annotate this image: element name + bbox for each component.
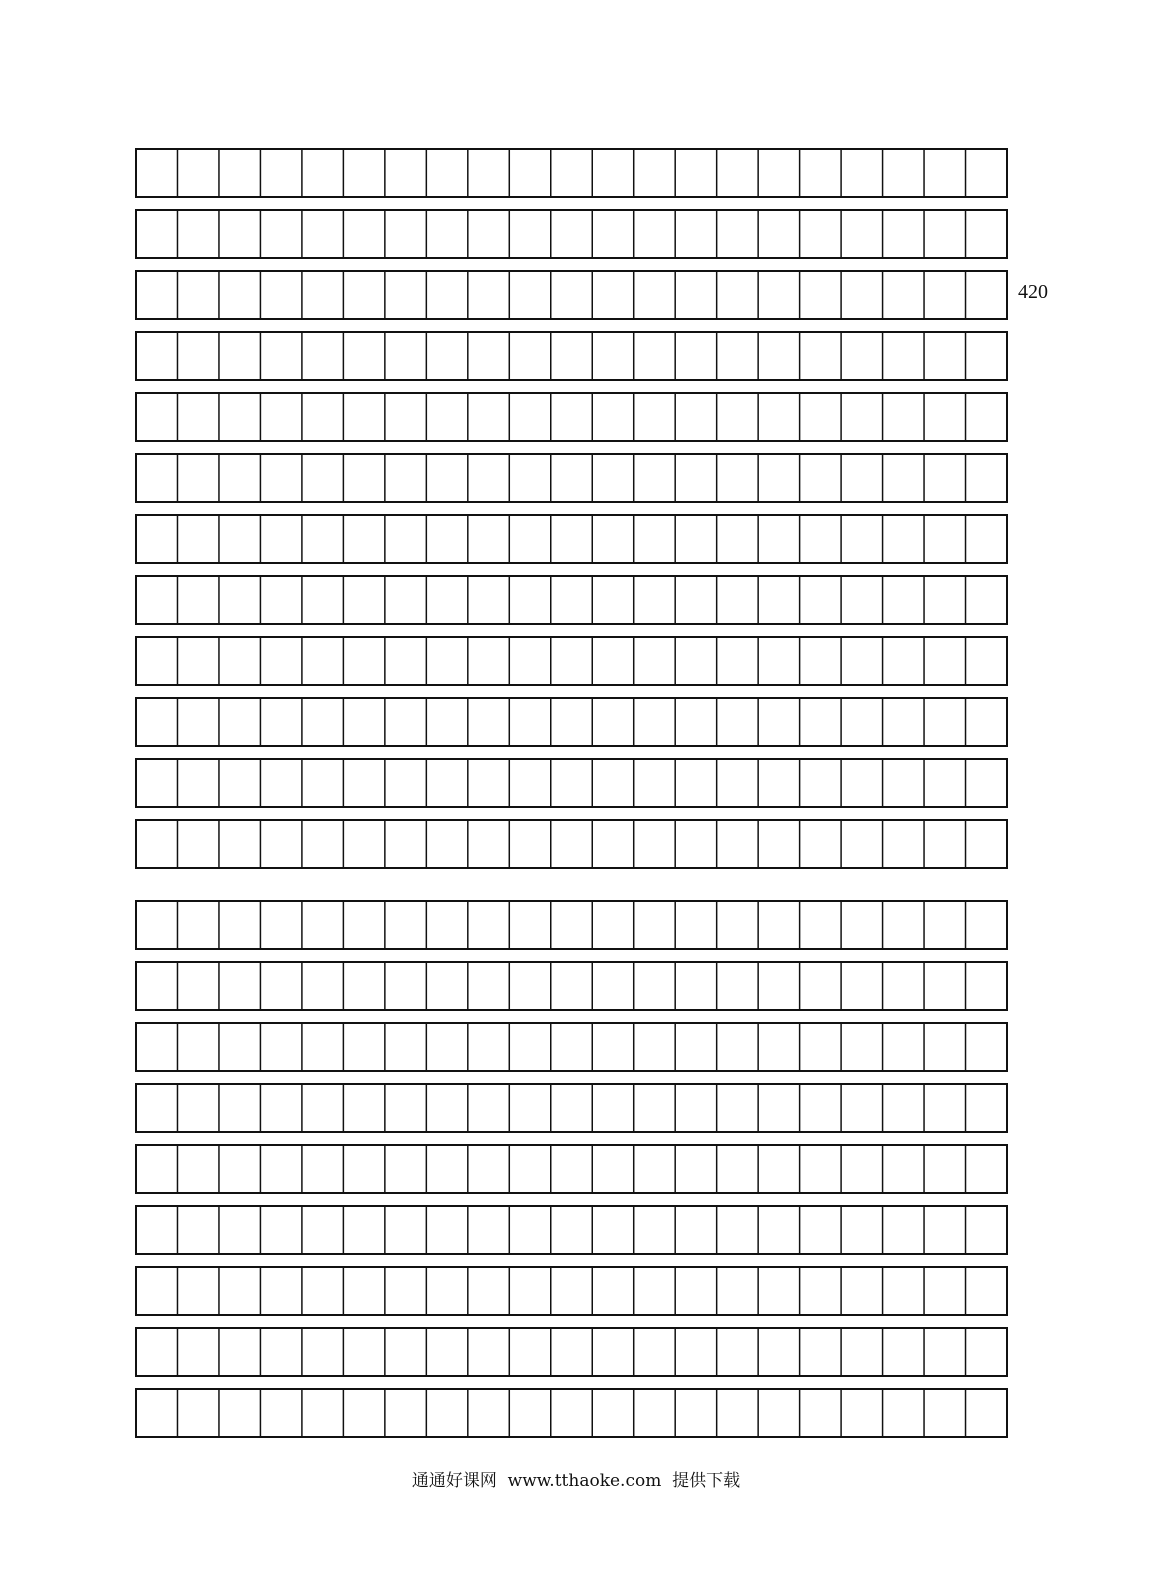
grid-row xyxy=(136,1023,1007,1071)
grid-row-border xyxy=(136,759,1007,807)
grid-row-border xyxy=(136,1328,1007,1376)
grid-row-border xyxy=(136,454,1007,502)
grid-row-border xyxy=(136,1206,1007,1254)
grid-row-border xyxy=(136,1389,1007,1437)
grid-row-border xyxy=(136,576,1007,624)
grid-row xyxy=(136,820,1007,868)
grid-row-border xyxy=(136,271,1007,319)
grid-row xyxy=(136,1084,1007,1132)
grid-row xyxy=(136,1145,1007,1193)
footer-source-text: 通通好课网 www.tthaoke.com 提供下载 xyxy=(411,1471,741,1491)
grid-row-border xyxy=(136,1023,1007,1071)
grid-row-border xyxy=(136,962,1007,1010)
grid-row xyxy=(136,1328,1007,1376)
grid-row-border xyxy=(136,698,1007,746)
grid-row xyxy=(136,1267,1007,1315)
grid-row-border xyxy=(136,901,1007,949)
grid-row-border xyxy=(136,1084,1007,1132)
grid-row-border xyxy=(136,210,1007,258)
grid-row-border xyxy=(136,149,1007,197)
grid-row xyxy=(136,149,1007,197)
grid-row-border xyxy=(136,1267,1007,1315)
grid-row-border xyxy=(136,1145,1007,1193)
grid-row xyxy=(136,210,1007,258)
grid-row-border xyxy=(136,515,1007,563)
grid-row-border xyxy=(136,637,1007,685)
grid-row xyxy=(136,576,1007,624)
grid-row xyxy=(136,1206,1007,1254)
grid-row xyxy=(136,698,1007,746)
grid-row xyxy=(136,901,1007,949)
grid-row xyxy=(136,515,1007,563)
grid-row-border xyxy=(136,393,1007,441)
grid-row-border xyxy=(136,820,1007,868)
grid-row xyxy=(136,271,1007,319)
grid-row xyxy=(136,962,1007,1010)
grid-row xyxy=(136,1389,1007,1437)
grid-row xyxy=(136,393,1007,441)
grid-row-border xyxy=(136,332,1007,380)
grid-row xyxy=(136,759,1007,807)
character-count-label: 420 xyxy=(1018,281,1048,303)
grid-row xyxy=(136,332,1007,380)
grid-row xyxy=(136,454,1007,502)
grid-row xyxy=(136,637,1007,685)
